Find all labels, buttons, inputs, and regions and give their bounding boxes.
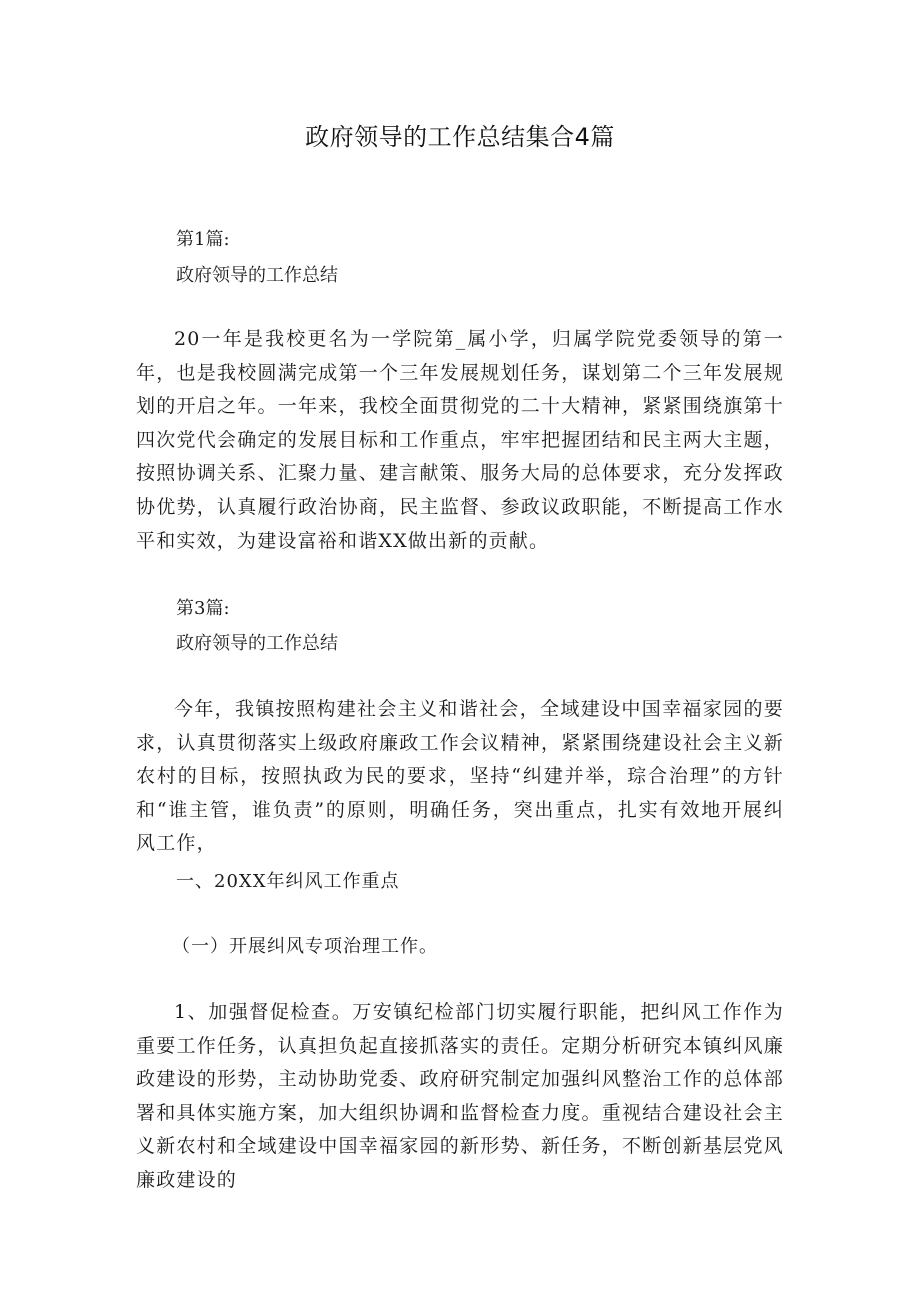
heading-key-work: 一、20XX年纠风工作重点: [176, 871, 400, 892]
paragraph-supervision: 1、加强督促检查。万安镇纪检部门切实履行职能，把纠风工作作为重要工作任务，认真担负起直接抓落实的责任。定期分析研究本镇纠风廉政建设的形势，主动协助党委、政府研究制定加强纠风整治工作的总体部署和具体实施方案，加大组织协调和监督检查力度。重视结合建设社会主义新农村和全域建设中国幸福家园的新形势、新任务，不断创新基层党风廉政建设的: [136, 1001, 784, 1191]
document-title: 政府领导的工作总结集合4篇: [305, 123, 615, 151]
heading-special-governance: （一）开展纠风专项治理工作。: [172, 936, 438, 957]
section-3-label: 第3篇:: [176, 598, 230, 619]
section-1-paragraph: 20一年是我校更名为一学院第_属小学，归属学院党委领导的第一年，也是我校圆满完成第一个三年发展规划任务，谋划第二个三年发展规划的开启之年。一年来，我校全面贯彻党的二十大精神，紧紧围绕旗第十四次党代会确定的发展目标和工作重点，牢牢把握团结和民主两大主题，按照协调关系、汇聚力量、建言献策、服务大局的总体要求，充分发挥政协优势，认真履行政治协商，民主监督、参政议政职能，不断提高工作水平和实效，为建设富裕和谐XX做出新的贡献。: [136, 328, 784, 552]
section-3-paragraph: 今年，我镇按照构建社会主义和谐社会，全域建设中国幸福家园的要求，认真贯彻落实上级政府廉政工作会议精神，紧紧围绕建设社会主义新农村的目标，按照执政为民的要求，坚持“纠建并举，琮合治理”的方针和“谁主管，谁负责”的原则，明确任务，突出重点，扎实有效地开展纠风工作，: [136, 698, 784, 855]
section-1-label: 第1篇:: [176, 229, 230, 250]
section-1-subtitle: 政府领导的工作总结: [176, 265, 338, 286]
section-3-subtitle: 政府领导的工作总结: [176, 633, 338, 654]
